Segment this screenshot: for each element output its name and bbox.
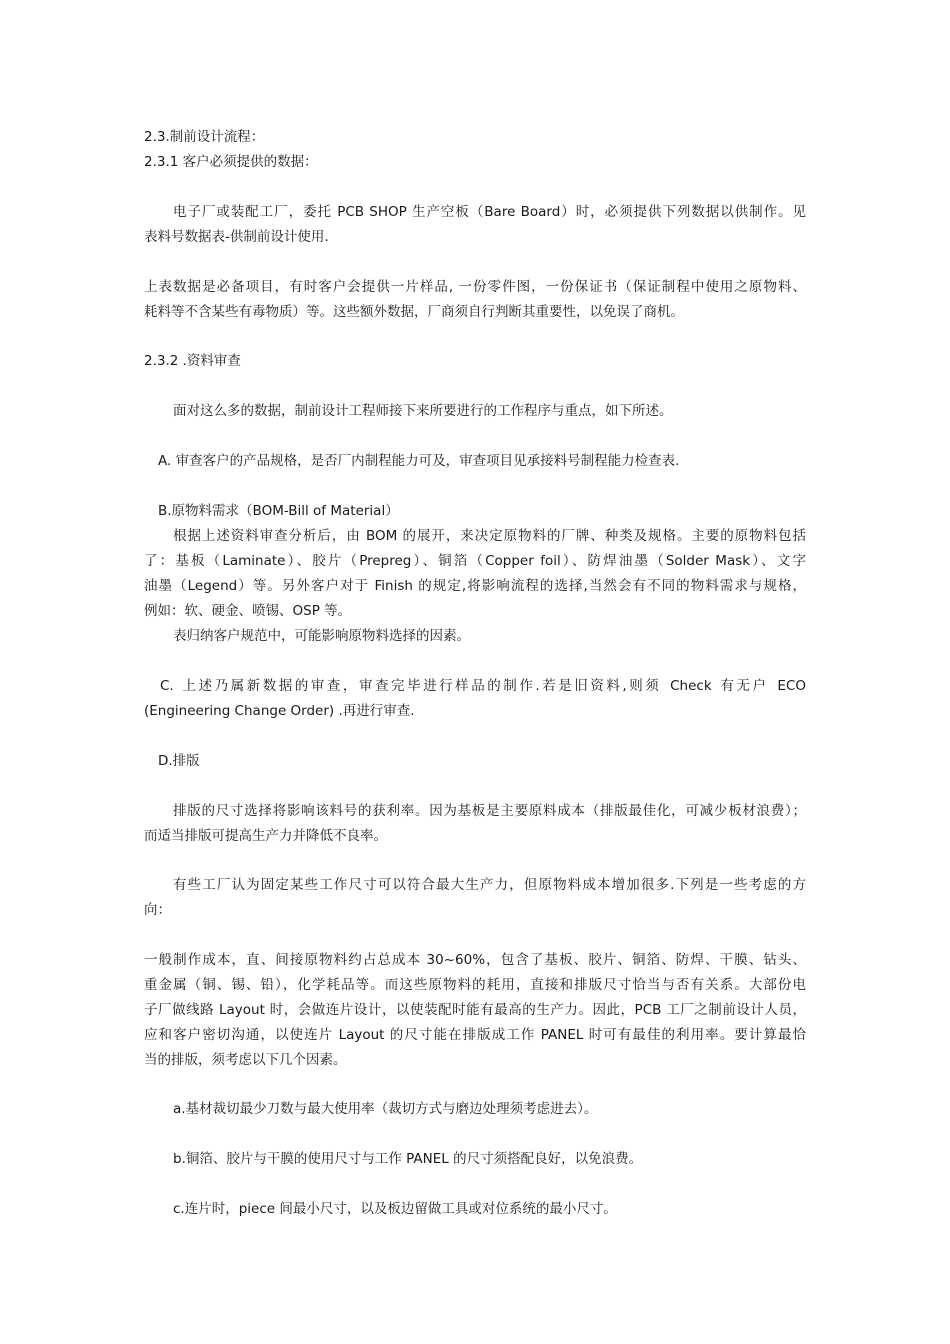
- section-heading-2-3-1: 2.3.1 客户必须提供的数据：: [144, 154, 318, 170]
- item-c-line: (Engineering Change Order) .再进行审查.: [144, 703, 415, 719]
- paragraph-line: 向：: [144, 902, 171, 918]
- paragraph-line: 上表数据是必备项目，有时客户会提供一片样品, 一份零件图，一份保证书（保证制程中使用之原物料、: [144, 279, 806, 295]
- paragraph-line: 耗料等不含某些有毒物质）等。这些额外数据，厂商须自行判断其重要性，以免误了商机。: [144, 304, 684, 320]
- paragraph-line: 排版的尺寸选择将影响该料号的获利率。因为基板是主要原料成本（排版最佳化，可减少板材浪费）；: [173, 803, 806, 819]
- section-heading-2-3-2: 2.3.2 .资料审查: [144, 353, 241, 369]
- paragraph-line: 应和客户密切沟通，以使连片 Layout 的尺寸能在排版成工作 PANEL 时可有最佳的利用率。要计算最恰: [144, 1027, 806, 1043]
- paragraph-line: 表归纳客户规范中，可能影响原物料选择的因素。: [173, 628, 470, 644]
- item-a-heading: A. 审查客户的产品规格，是否厂内制程能力可及，审查项目见承接料号制程能力检查表.: [158, 453, 680, 469]
- item-b-heading: B.原物料需求（BOM-Bill of Material）: [158, 503, 399, 519]
- paragraph-line: 当的排版，须考虑以下几个因素。: [144, 1052, 347, 1068]
- list-item-b: b.铜箔、胶片与干膜的使用尺寸与工作 PANEL 的尺寸须搭配良好，以免浪费。: [173, 1151, 643, 1167]
- paragraph-line: 电子厂或装配工厂，委托 PCB SHOP 生产空板（Bare Board）时，必须提供下列数据以供制作。见: [173, 204, 806, 220]
- paragraph-line: 而适当排版可提高生产力并降低不良率。: [144, 828, 387, 844]
- item-d-heading: D.排版: [158, 753, 200, 769]
- paragraph-line: 有些工厂认为固定某些工作尺寸可以符合最大生产力，但原物料成本增加很多.下列是一些考虑的方: [173, 877, 806, 893]
- list-item-c: c.连片时，piece 间最小尺寸，以及板边留做工具或对位系统的最小尺寸。: [173, 1201, 617, 1217]
- paragraph-line: 面对这么多的数据，制前设计工程师接下来所要进行的工作程序与重点，如下所述。: [173, 403, 673, 419]
- paragraph-line: 子厂做线路 Layout 时，会做连片设计，以使装配时能有最高的生产力。因此，PCB 工厂之制前设计人员，: [144, 1002, 806, 1018]
- item-c-line: C. 上述乃属新数据的审查，审查完毕进行样品的制作.若是旧资料,则须 Check 有无户 ECO: [160, 678, 806, 694]
- paragraph-line: 一般制作成本，直、间接原物料约占总成本 30~60%，包含了基板、胶片、铜箔、防焊、干膜、钻头、: [144, 952, 806, 968]
- paragraph-line: 例如：软、硬金、喷锡、OSP 等。: [144, 603, 352, 619]
- paragraph-line: 了：基板（Laminate）、胶片（Prepreg）、铜箔（Copper foil）、防焊油墨（Solder Mask）、文字: [144, 553, 806, 569]
- paragraph-line: 重金属（铜、锡、铅），化学耗品等。而这些原物料的耗用，直接和排版尺寸恰当与否有关系。大部份电: [144, 977, 806, 993]
- paragraph-line: 根据上述资料审查分析后，由 BOM 的展开，来决定原物料的厂牌、种类及规格。主要的原物料包括: [173, 528, 806, 544]
- paragraph-line: 表料号数据表-供制前设计使用.: [144, 229, 329, 245]
- paragraph-line: 油墨（Legend）等。另外客户对于 Finish 的规定,将影响流程的选择,当然会有不同的物料需求与规格，: [144, 578, 806, 594]
- section-heading-2-3: 2.3.制前设计流程：: [144, 129, 265, 145]
- list-item-a: a.基材裁切最少刀数与最大使用率（裁切方式与磨边处理须考虑进去）。: [173, 1101, 598, 1117]
